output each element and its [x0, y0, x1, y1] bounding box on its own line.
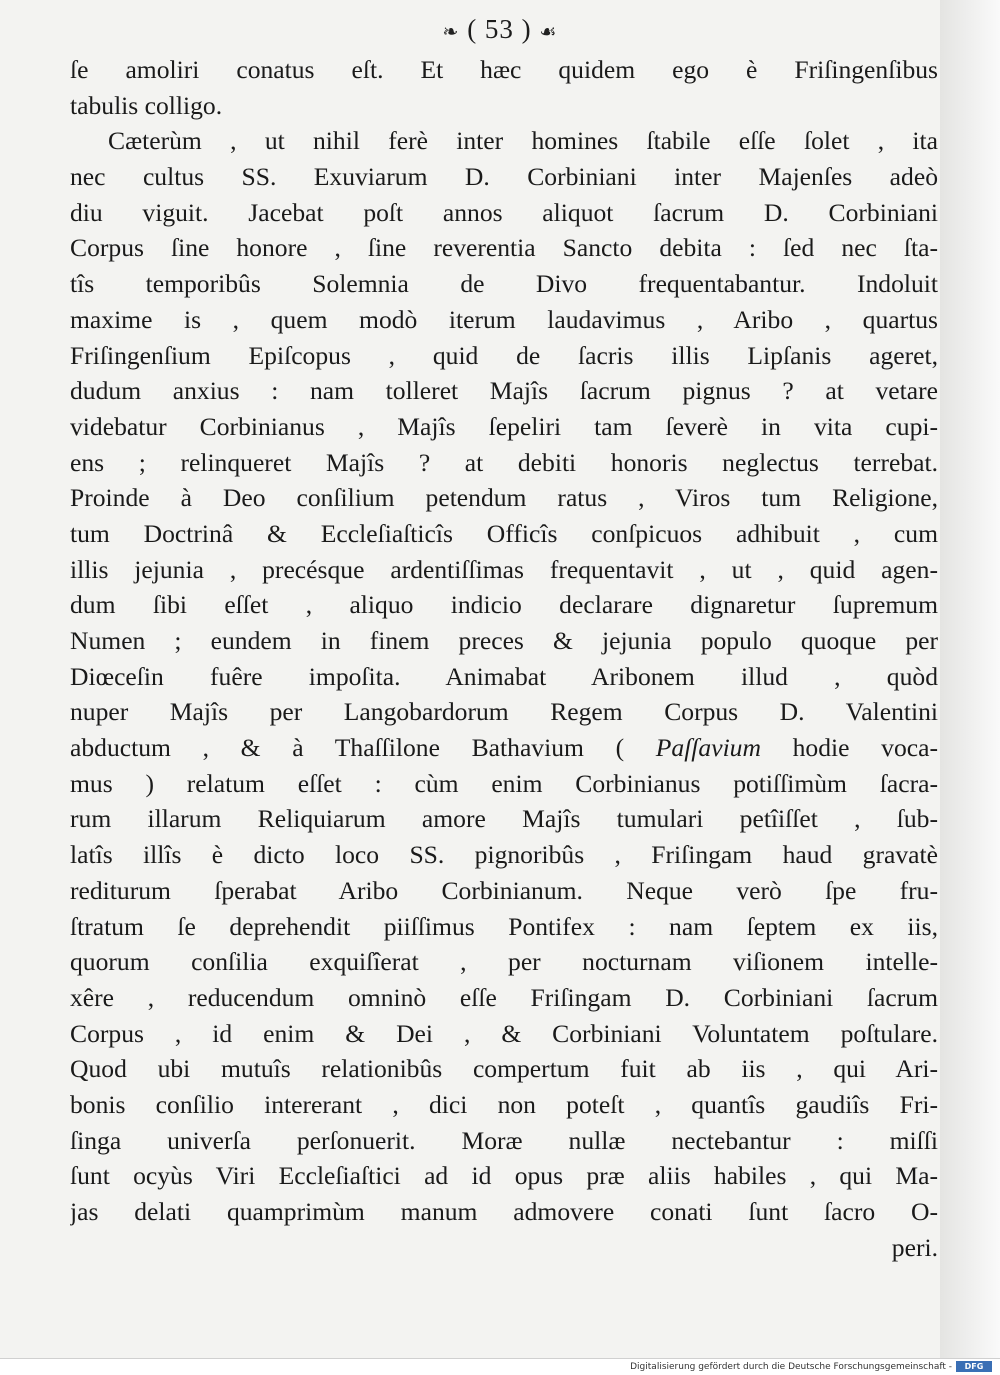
text-line: videbatur Corbinianus , Majîs ſepeliri tam ſeverè in vita cupi-	[70, 411, 938, 441]
text-line: Diœceſin fuêre impoſita. Animabat Aribonem illud , quòd	[70, 661, 938, 691]
text-line: ſunt ocyùs Viri Eccleſiaſtici ad id opus præ aliis habiles , qui Ma-	[70, 1161, 938, 1191]
text-line: tum Doctrinâ & Eccleſiaſticîs Officîs conſpicuos adhibuit , cum	[70, 518, 938, 548]
text-line: ſtratum ſe deprehendit piiſſimus Pontifex : nam ſeptem ex iis,	[70, 911, 938, 941]
italic-word: Paſſavium	[655, 733, 761, 763]
page-number: ( 53 )	[467, 14, 532, 44]
page-header	[0, 14, 1000, 45]
dfg-logo-icon: DFG	[956, 1361, 992, 1372]
text-line: quorum conſilia exquiſîerat , per nocturnam viſionem intelle-	[70, 947, 938, 977]
text-line: Corpus , id enim & Dei , & Corbiniani Voluntatem poſtulare.	[70, 1018, 938, 1048]
text-line-italic: abductum , & à Thaſſilone Bathavium ( Paſſavium hodie voca-	[70, 733, 938, 763]
text-line: tîs temporibûs Solemnia de Divo frequentabantur. Indoluit	[70, 269, 938, 299]
text-line: illis jejunia , precésque ardentiſſimas frequentavit , ut , quid agen-	[70, 554, 938, 584]
text-line: mus ) relatum eſſet : cùm enim Corbinianus potiſſimùm ſacra-	[70, 768, 938, 798]
text-line: Quod ubi mutuîs relationibûs compertum fuit ab iis , qui Ari-	[70, 1054, 938, 1084]
text-line: bonis conſilio intererant , dici non poteſt , quantîs gaudiîs Fri-	[70, 1089, 938, 1119]
text-line: xêre , reducendum omninò eſſe Friſingam D. Corbiniani ſacrum	[70, 982, 938, 1012]
page-edge-shadow	[940, 0, 1000, 1358]
text-line: Corpus ſine honore , ſine reverentia Sancto debita : ſed nec ſta-	[70, 233, 938, 263]
text-line: Numen ; eundem in finem preces & jejunia populo quoque per	[70, 626, 938, 655]
text-line: nec cultus SS. Exuviarum D. Corbiniani inter Majenſes adeò	[70, 162, 938, 192]
text-line: Friſingenſium Epiſcopus , quid de ſacris illis Lipſanis ageret,	[70, 340, 938, 370]
text-line: rum illarum Reliquiarum amore Majîs tumulari petîiſſet , ſub-	[70, 804, 938, 834]
text-line: tabulis colligo.	[70, 90, 223, 120]
body-text	[70, 52, 938, 1265]
text-line: ſinga univerſa perſonuerit. Moræ nullæ nectebantur : miſſi	[70, 1125, 938, 1155]
footer-credit: Digitalisierung gefördert durch die Deutsche Forschungsgemeinschaft -	[630, 1362, 952, 1372]
ornament-left-icon: ❧	[442, 22, 460, 43]
text-line: rediturum ſperabat Aribo Corbinianum. Neque verò ſpe fru-	[70, 875, 938, 905]
text-line: ſe amoliri conatus eſt. Et hæc quidem ego è Friſingenſibus	[70, 55, 938, 84]
text-line: Proinde à Deo conſilium petendum ratus , Viros tum Religione,	[70, 483, 938, 513]
text-line: nuper Majîs per Langobardorum Regem Corpus D. Valentini	[70, 697, 938, 727]
text-line: Cæterùm , ut nihil ferè inter homines ſtabile eſſe ſolet , ita	[108, 126, 938, 156]
ornament-right-icon: ☙	[539, 22, 558, 43]
text-line: jas delati quamprimùm manum admovere conati ſunt ſacro O-	[70, 1197, 938, 1226]
text-line: dudum anxius : nam tolleret Majîs ſacrum pignus ? at vetare	[70, 376, 938, 406]
text-line: maxime is , quem modò iterum laudavimus , Aribo , quartus	[70, 304, 938, 334]
text-line: latîs illîs è dicto loco SS. pignoribûs , Friſingam haud gravatè	[70, 840, 938, 870]
text-line: dum ſibi eſſet , aliquo indicio declarare dignaretur ſupremum	[70, 590, 938, 620]
text-line: peri.	[891, 1232, 938, 1262]
text-line: ens ; relinqueret Majîs ? at debiti honoris neglectus terrebat.	[70, 447, 938, 477]
text-line: diu viguit. Jacebat poſt annos aliquot ſacrum D. Corbiniani	[70, 197, 938, 227]
